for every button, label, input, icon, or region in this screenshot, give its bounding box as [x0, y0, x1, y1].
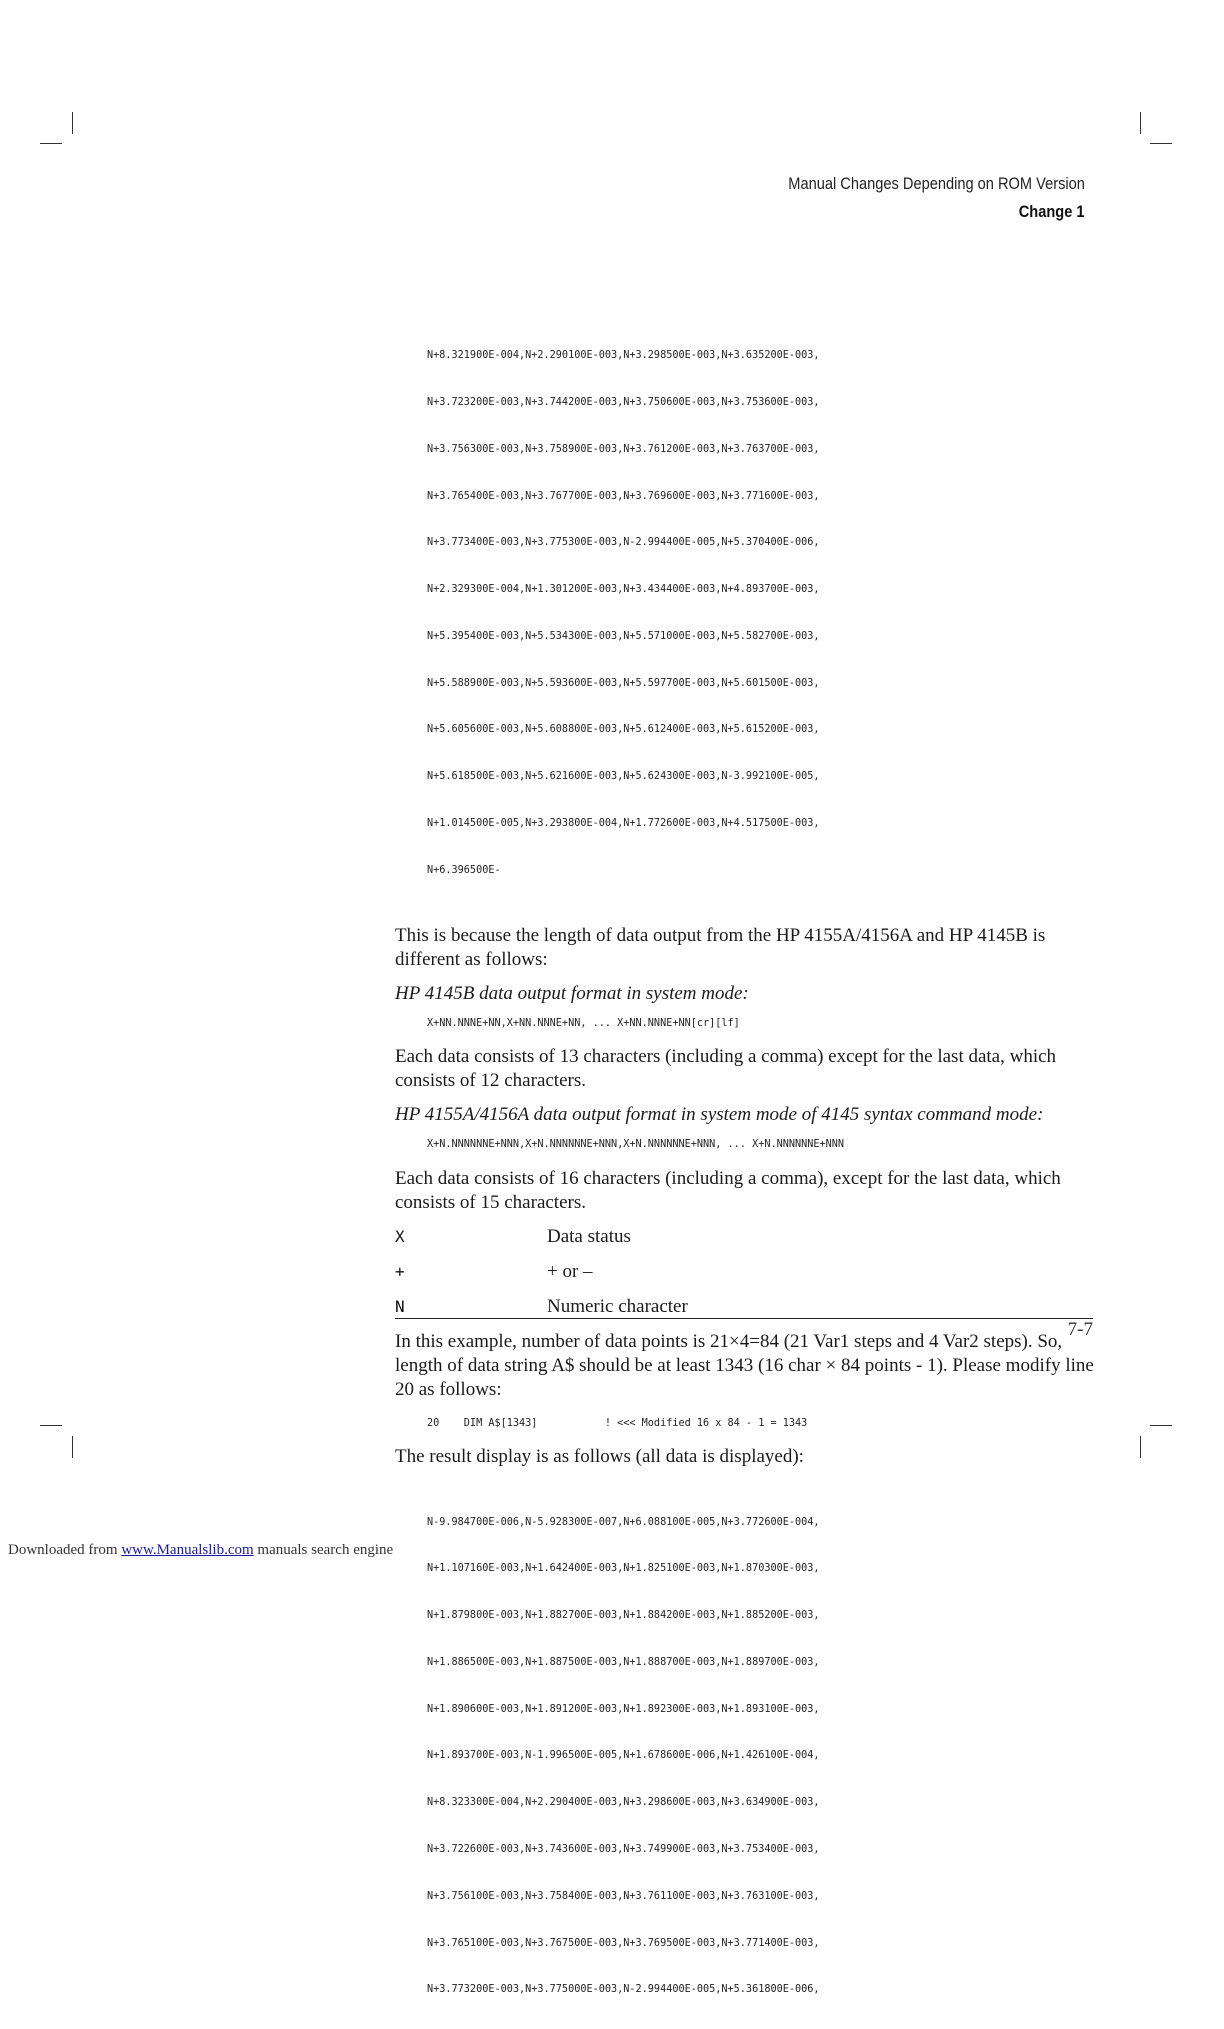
page-content [395, 317, 1095, 2029]
footer-rule [395, 1318, 1093, 1319]
crop-mark [1150, 1425, 1172, 1426]
code-line: N+1.890600E-003,N+1.891200E-003,N+1.892300E-003,N+1.893100E-003, [427, 1703, 820, 1715]
download-footer [8, 1542, 393, 1559]
code-line: N+3.756100E-003,N+3.758400E-003,N+3.761100E-003,N+3.763100E-003, [427, 1890, 820, 1902]
page-number: 7-7 [1067, 1319, 1093, 1340]
definition-desc: Data status [547, 1225, 631, 1247]
code-line: N+1.014500E-005,N+3.293800E-004,N+1.772600E-003,N+4.517500E-003, [427, 818, 820, 829]
definition-row [395, 1260, 1095, 1295]
definition-term: X [395, 1226, 405, 1246]
code-line: N+3.765400E-003,N+3.767700E-003,N+3.769600E-003,N+3.771600E-003, [427, 490, 820, 502]
code-line: N+5.618500E-003,N+5.621600E-003,N+5.624300E-003,N-3.992100E-005, [427, 771, 820, 783]
footer-suffix: manuals search engine [253, 1542, 394, 1558]
code-line: N+3.773200E-003,N+3.775000E-003,N-2.994400E-005,N+5.361800E-006, [427, 1984, 820, 1996]
code-line: X+NN.NNNE+NN,X+NN.NNNE+NN, ... X+NN.NNNE+NN[cr][lf] [427, 1017, 740, 1029]
code-line: N-9.984700E-006,N-5.928300E-007,N+6.088100E-005,N+3.772600E-004, [427, 1516, 820, 1528]
code-line: N+5.605600E-003,N+5.608800E-003,N+5.612400E-003,N+5.615200E-003, [427, 724, 820, 736]
code-line: 20 DIM A$[1343] ! <<< Modified 16 x 84 - 1 = 1343 [427, 1417, 808, 1429]
paragraph: In this example, number of data points is 21×4=84 (21 Var1 steps and 4 Var2 steps). So, length of data string A$ should be at least 1343 (16 char × 84 points - 1). Please modify line 20 as follows: [395, 1330, 1094, 1400]
code-line: N+1.879800E-003,N+1.882700E-003,N+1.884200E-003,N+1.885200E-003, [427, 1610, 820, 1622]
code-block-data-output [427, 317, 1095, 910]
definition-row [395, 1225, 1095, 1260]
crop-mark [40, 1425, 62, 1426]
manualslib-link[interactable]: www.Manualslib.com [121, 1542, 254, 1558]
definition-term: + [395, 1261, 405, 1281]
running-header-title: Manual Changes Depending on ROM Version [788, 174, 1085, 193]
definition-row [395, 1295, 1095, 1330]
format-line [427, 1137, 1095, 1153]
paragraph: The result display is as follows (all data is displayed): [395, 1446, 804, 1468]
definition-desc: + or – [547, 1260, 593, 1282]
italic-heading: HP 4145B data output format in system mode: [395, 982, 749, 1004]
code-line: N+5.395400E-003,N+5.534300E-003,N+5.571000E-003,N+5.582700E-003, [427, 630, 820, 642]
code-line: N+3.756300E-003,N+3.758900E-003,N+3.761200E-003,N+3.763700E-003, [427, 443, 820, 455]
footer-prefix: Downloaded from [8, 1542, 122, 1558]
code-line: N+8.323300E-004,N+2.290400E-003,N+3.298600E-003,N+3.634900E-003, [427, 1797, 820, 1809]
code-line: N+1.107160E-003,N+1.642400E-003,N+1.825100E-003,N+1.870300E-003, [427, 1563, 820, 1575]
paragraph: This is because the length of data output from the HP 4155A/4156A and HP 4145B is different as follows: [395, 924, 1046, 970]
paragraph: Each data consists of 16 characters (including a comma), except for the last data, which consists of 15 characters. [395, 1167, 1061, 1213]
code-line: X+N.NNNNNNE+NNN,X+N.NNNNNNE+NNN,X+N.NNNNNNE+NNN, ... X+N.NNNNNNE+NNN [427, 1139, 845, 1151]
code-line: N+1.893700E-003,N-1.996500E-005,N+1.678600E-006,N+1.426100E-004, [427, 1750, 820, 1762]
code-line: N+3.722600E-003,N+3.743600E-003,N+3.749900E-003,N+3.753400E-003, [427, 1844, 820, 1855]
crop-mark [40, 143, 62, 144]
code-line: N+6.396500E- [427, 864, 501, 876]
code-line-dim [427, 1416, 1095, 1432]
code-line: N+3.773400E-003,N+3.775300E-003,N-2.994400E-005,N+5.370400E-006, [427, 537, 820, 549]
code-line: N+1.886500E-003,N+1.887500E-003,N+1.888700E-003,N+1.889700E-003, [427, 1656, 820, 1668]
crop-mark [72, 112, 73, 134]
code-line: N+5.588900E-003,N+5.593600E-003,N+5.597700E-003,N+5.601500E-003, [427, 677, 820, 689]
definition-term: N [395, 1296, 405, 1316]
crop-mark [1140, 1436, 1141, 1458]
code-block-result [427, 1483, 1095, 2029]
definition-list [395, 1225, 1095, 1330]
running-header-subtitle: Change 1 [1019, 202, 1085, 221]
definition-desc: Numeric character [547, 1295, 688, 1317]
code-line: N+2.329300E-004,N+1.301200E-003,N+3.434400E-003,N+4.893700E-003, [427, 584, 820, 596]
crop-mark [72, 1436, 73, 1458]
format-line [427, 1016, 1095, 1032]
italic-heading: HP 4155A/4156A data output format in system mode of 4145 syntax command mode: [395, 1104, 1044, 1126]
code-line: N+3.723200E-003,N+3.744200E-003,N+3.750600E-003,N+3.753600E-003, [427, 396, 820, 408]
code-line: N+3.765100E-003,N+3.767500E-003,N+3.769500E-003,N+3.771400E-003, [427, 1937, 820, 1949]
crop-mark [1150, 143, 1172, 144]
crop-mark [1140, 112, 1141, 134]
paragraph: Each data consists of 13 characters (including a comma) except for the last data, which consists of 12 characters. [395, 1046, 1057, 1092]
code-line: N+8.321900E-004,N+2.290100E-003,N+3.298500E-003,N+3.635200E-003, [427, 350, 820, 362]
